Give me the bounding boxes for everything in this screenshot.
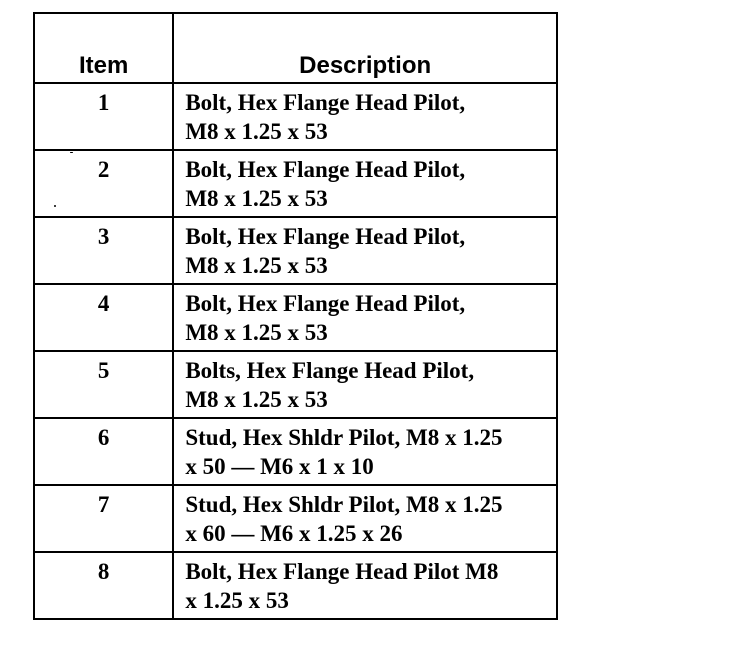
item-column-header: Item bbox=[34, 13, 173, 83]
item-description bbox=[173, 485, 557, 552]
table-row bbox=[34, 217, 557, 284]
item-number: 8 bbox=[34, 552, 173, 619]
description-line: Stud, Hex Shldr Pilot, M8 x 1.25 bbox=[185, 425, 503, 450]
scan-speck bbox=[70, 152, 73, 153]
description-line: x 1.25 x 53 bbox=[185, 588, 289, 613]
description-line: M8 x 1.25 x 53 bbox=[185, 186, 328, 211]
item-number: 1 bbox=[34, 83, 173, 150]
description-line: x 50 — M6 x 1 x 10 bbox=[185, 454, 374, 479]
item-number: 5 bbox=[34, 351, 173, 418]
item-description bbox=[173, 552, 557, 619]
table-row bbox=[34, 552, 557, 619]
item-description bbox=[173, 217, 557, 284]
scan-speck bbox=[54, 205, 56, 207]
description-line: x 60 — M6 x 1.25 x 26 bbox=[185, 521, 403, 546]
table-row bbox=[34, 351, 557, 418]
description-line: Bolt, Hex Flange Head Pilot, bbox=[185, 291, 466, 316]
description-line: Bolt, Hex Flange Head Pilot M8 bbox=[185, 559, 499, 584]
table-row bbox=[34, 418, 557, 485]
item-description bbox=[173, 284, 557, 351]
parts-table bbox=[33, 12, 558, 620]
item-number: 2 bbox=[34, 150, 173, 217]
item-number: 7 bbox=[34, 485, 173, 552]
table-row bbox=[34, 485, 557, 552]
table-row bbox=[34, 150, 557, 217]
description-line: Bolt, Hex Flange Head Pilot, bbox=[185, 224, 466, 249]
item-description bbox=[173, 351, 557, 418]
item-description bbox=[173, 83, 557, 150]
item-number: 3 bbox=[34, 217, 173, 284]
description-line: M8 x 1.25 x 53 bbox=[185, 119, 328, 144]
description-column-header: Description bbox=[173, 13, 557, 83]
table-row bbox=[34, 284, 557, 351]
description-line: Bolt, Hex Flange Head Pilot, bbox=[185, 90, 466, 115]
description-line: Stud, Hex Shldr Pilot, M8 x 1.25 bbox=[185, 492, 503, 517]
description-line: Bolts, Hex Flange Head Pilot, bbox=[185, 358, 475, 383]
description-line: M8 x 1.25 x 53 bbox=[185, 253, 328, 278]
item-description bbox=[173, 418, 557, 485]
item-description bbox=[173, 150, 557, 217]
description-line: Bolt, Hex Flange Head Pilot, bbox=[185, 157, 466, 182]
item-number: 4 bbox=[34, 284, 173, 351]
table-row bbox=[34, 83, 557, 150]
item-number: 6 bbox=[34, 418, 173, 485]
description-line: M8 x 1.25 x 53 bbox=[185, 387, 328, 412]
table-header-row bbox=[34, 13, 557, 83]
description-line: M8 x 1.25 x 53 bbox=[185, 320, 328, 345]
